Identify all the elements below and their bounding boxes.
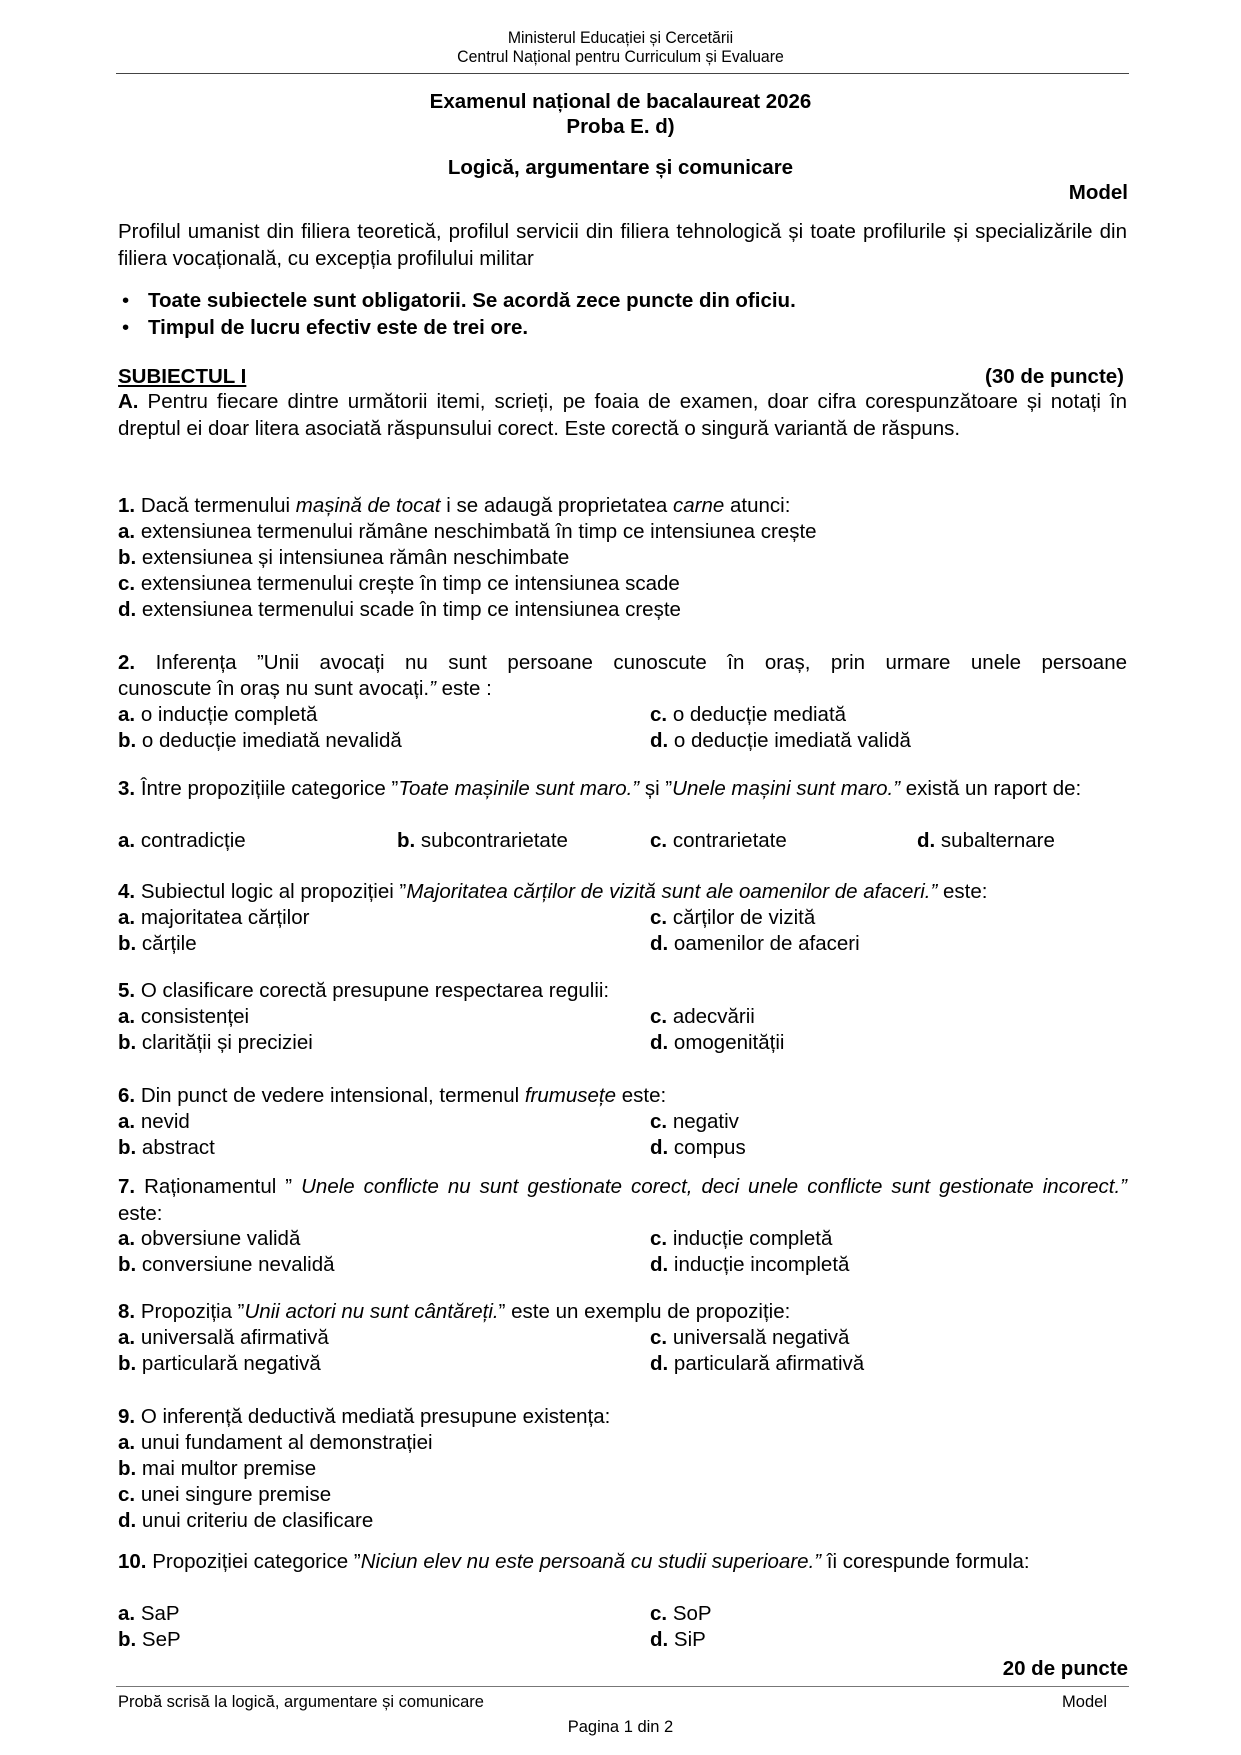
option-text: cărților de vizită xyxy=(672,906,816,929)
question-3 xyxy=(118,776,1127,803)
option-text: nevid xyxy=(140,1110,190,1133)
option-letter: c. xyxy=(118,1483,136,1506)
option-text: SoP xyxy=(672,1602,712,1625)
option xyxy=(650,1601,712,1628)
option xyxy=(118,728,402,755)
option-row xyxy=(118,1135,1127,1162)
option-row xyxy=(118,1601,1127,1628)
option-text: mai multor premise xyxy=(141,1457,317,1480)
option xyxy=(118,1226,300,1253)
question-number: 3. xyxy=(118,777,136,800)
question-italic: Unii actori nu sunt cântăreți. xyxy=(244,1300,499,1323)
question-number: 8. xyxy=(118,1300,136,1323)
option-letter: c. xyxy=(650,703,668,726)
question-number: 5. xyxy=(118,979,136,1002)
question-text: Propoziția ” xyxy=(140,1300,245,1323)
question-1 xyxy=(118,493,1127,520)
option-letter: a. xyxy=(118,1227,136,1250)
question-4 xyxy=(118,879,1127,906)
option xyxy=(650,702,846,729)
part-a-instructions xyxy=(118,389,1127,442)
question-5 xyxy=(118,978,1127,1005)
option-text: subalternare xyxy=(940,829,1055,852)
option-text: clarității și preciziei xyxy=(141,1031,313,1054)
option-letter: a. xyxy=(118,1110,136,1133)
option-text: unui criteriu de clasificare xyxy=(141,1509,374,1532)
option-text: universală afirmativă xyxy=(140,1326,329,1349)
option-text: inducție incompletă xyxy=(673,1253,850,1276)
option-text: extensiunea și intensiunea rămân neschimbate xyxy=(141,546,570,569)
option-letter: b. xyxy=(118,546,137,569)
option xyxy=(650,905,815,932)
option-row xyxy=(118,828,1127,855)
option-text: conversiune nevalidă xyxy=(141,1253,335,1276)
question-text: i se adaugă proprietatea xyxy=(446,494,668,517)
question-text: ” este un exemplu de propoziție: xyxy=(498,1300,791,1323)
option-text: obversiune validă xyxy=(140,1227,301,1250)
question-italic: Majoritatea cărților de vizită sunt ale oamenilor de afaceri.” xyxy=(406,880,938,903)
question-italic: carne xyxy=(673,494,725,517)
option-text: consistenței xyxy=(140,1005,250,1028)
option-letter: d. xyxy=(650,1253,669,1276)
section-points-total: 20 de puncte xyxy=(1002,1657,1128,1680)
option-row xyxy=(118,702,1127,729)
question-9 xyxy=(118,1404,1127,1431)
footer-model: Model xyxy=(1062,1693,1107,1711)
option-row xyxy=(118,1325,1127,1352)
option-letter: c. xyxy=(650,829,668,852)
section-title: SUBIECTUL I xyxy=(118,365,247,388)
option-row xyxy=(118,1627,1127,1654)
question-7 xyxy=(118,1174,1127,1227)
option-text: SaP xyxy=(140,1602,180,1625)
question-text: O inferență deductivă mediată presupune existența: xyxy=(140,1405,611,1428)
option xyxy=(118,1004,249,1031)
option-text: cărțile xyxy=(141,932,197,955)
option xyxy=(118,1508,1127,1535)
question-text: Inferența ”Unii avocați nu sunt persoane cunoscute în oraș, prin urmare unele persoane xyxy=(155,651,1127,674)
ministry-name: Ministerul Educației și Cercetării xyxy=(507,29,734,47)
option-text: extensiunea termenului crește în timp ce intensiunea scade xyxy=(140,572,680,595)
question-2-line2 xyxy=(118,676,1127,703)
option-letter: b. xyxy=(397,829,416,852)
question-6 xyxy=(118,1083,1127,1110)
section-heading xyxy=(118,364,1124,391)
option-letter: c. xyxy=(118,572,136,595)
option-letter: a. xyxy=(118,829,136,852)
question-text: Dacă termenului xyxy=(140,494,291,517)
question-text: atunci: xyxy=(730,494,791,517)
option-text: unei singure premise xyxy=(140,1483,332,1506)
option-letter: b. xyxy=(118,1457,137,1480)
option xyxy=(650,1135,746,1162)
option-text: extensiunea termenului scade în timp ce intensiunea crește xyxy=(141,598,681,621)
question-number: 4. xyxy=(118,880,136,903)
question-text: O clasificare corectă presupune respectarea regulii: xyxy=(140,979,610,1002)
option-text: unui fundament al demonstrației xyxy=(140,1431,433,1454)
option-letter: d. xyxy=(650,1031,669,1054)
option-letter: a. xyxy=(118,703,136,726)
option xyxy=(650,1627,706,1654)
question-text: Între propozițiile categorice ” xyxy=(140,777,399,800)
option-letter: c. xyxy=(650,1227,668,1250)
section-points: (30 de puncte) xyxy=(985,365,1124,388)
option-letter: b. xyxy=(118,729,137,752)
option-letter: d. xyxy=(650,932,669,955)
question-number: 9. xyxy=(118,1405,136,1428)
option-letter: c. xyxy=(650,1005,668,1028)
option-row xyxy=(118,1030,1127,1057)
option-letter: d. xyxy=(917,829,936,852)
option-letter: c. xyxy=(650,1326,668,1349)
footer-divider xyxy=(116,1686,1129,1687)
option xyxy=(118,931,197,958)
option xyxy=(650,1325,849,1352)
question-number: 7. xyxy=(118,1175,136,1198)
option xyxy=(650,1030,784,1057)
option-letter: c. xyxy=(650,1602,668,1625)
option-text: negativ xyxy=(672,1110,739,1133)
option xyxy=(650,728,911,755)
option-text: o deducție imediată nevalidă xyxy=(141,729,402,752)
option-text: omogenității xyxy=(673,1031,785,1054)
option xyxy=(118,597,1127,624)
option xyxy=(118,519,1127,546)
question-number: 6. xyxy=(118,1084,136,1107)
option xyxy=(118,828,246,855)
question-10 xyxy=(118,1549,1127,1576)
option xyxy=(118,1325,329,1352)
option xyxy=(118,702,317,729)
option-letter: d. xyxy=(118,1509,137,1532)
option xyxy=(650,931,860,958)
option-letter: a. xyxy=(118,1005,136,1028)
question-text: Raționamentul ” xyxy=(144,1175,302,1198)
question-italic: mașină de tocat xyxy=(295,494,441,517)
option xyxy=(118,1252,335,1279)
option-row xyxy=(118,905,1127,932)
option-row xyxy=(118,1351,1127,1378)
question-italic: frumusețe xyxy=(524,1084,617,1107)
question-italic: Unele mașini sunt maro.” xyxy=(672,777,901,800)
question-2-line1 xyxy=(118,650,1127,677)
option-text: compus xyxy=(673,1136,746,1159)
option-row xyxy=(118,1252,1127,1279)
option xyxy=(118,1030,313,1057)
option xyxy=(917,828,1055,855)
option-text: particulară afirmativă xyxy=(673,1352,865,1375)
option xyxy=(118,1135,215,1162)
option xyxy=(118,1482,1127,1509)
option-letter: d. xyxy=(650,1628,669,1651)
option-row xyxy=(118,1109,1127,1136)
option-letter: c. xyxy=(650,906,668,929)
option-text: o deducție imediată validă xyxy=(673,729,911,752)
option-letter: b. xyxy=(118,932,137,955)
option-text: contradicție xyxy=(140,829,246,852)
part-a-text: Pentru fiecare dintre următorii itemi, scrieți, pe foaia de examen, doar cifra corespunzătoare și notați în dreptul ei doar litera asociată răspunsului corect. Este corectă o singură variantă de răspuns. xyxy=(118,390,1127,440)
header-divider xyxy=(116,73,1129,74)
option-text: o deducție mediată xyxy=(672,703,847,726)
center-name: Centrul Național pentru Curriculum și Evaluare xyxy=(457,48,784,66)
option xyxy=(650,1004,755,1031)
question-italic: Unele conflicte nu sunt gestionate corect, deci unele conflicte sunt gestionate incorect.” xyxy=(301,1175,1127,1198)
option-row xyxy=(118,1226,1127,1253)
question-number: 10. xyxy=(118,1550,147,1573)
option-letter: b. xyxy=(118,1352,137,1375)
option-text: contrarietate xyxy=(672,829,787,852)
option-letter: d. xyxy=(118,598,137,621)
option-letter: b. xyxy=(118,1136,137,1159)
question-text: Din punct de vedere intensional, termenul xyxy=(140,1084,520,1107)
question-italic: Toate mașinile sunt maro.” xyxy=(398,777,640,800)
option-text: oamenilor de afaceri xyxy=(673,932,860,955)
option xyxy=(118,1456,1127,1483)
option-letter: b. xyxy=(118,1253,137,1276)
question-text: este: xyxy=(621,1084,667,1107)
question-8 xyxy=(118,1299,1127,1326)
option xyxy=(118,1351,321,1378)
option xyxy=(118,1430,1127,1457)
question-text: este : xyxy=(435,677,492,700)
question-italic: ” xyxy=(429,677,436,700)
option-text: abstract xyxy=(141,1136,215,1159)
question-text: Propoziției categorice ” xyxy=(152,1550,361,1573)
option-text: extensiunea termenului rămâne neschimbată în timp ce intensiunea crește xyxy=(140,520,817,543)
option-letter: a. xyxy=(118,1326,136,1349)
option xyxy=(397,828,568,855)
option-text: particulară negativă xyxy=(141,1352,321,1375)
subject-title: Logică, argumentare și comunicare xyxy=(447,156,794,179)
option-text: adecvării xyxy=(672,1005,755,1028)
footer-title: Probă scrisă la logică, argumentare și comunicare xyxy=(118,1693,484,1711)
option-letter: a. xyxy=(118,520,136,543)
exam-title: Examenul național de bacalaureat 2026 xyxy=(429,90,812,113)
question-number: 1. xyxy=(118,494,136,517)
option-text: subcontrarietate xyxy=(420,829,568,852)
option-text: SiP xyxy=(673,1628,706,1651)
option xyxy=(650,1109,739,1136)
option-row xyxy=(118,728,1127,755)
question-text: există un raport de: xyxy=(900,777,1082,800)
question-number: 2. xyxy=(118,651,136,674)
option xyxy=(118,905,309,932)
option-text: SeP xyxy=(141,1628,181,1651)
page-number: Pagina 1 din 2 xyxy=(567,1718,674,1736)
option-row xyxy=(118,1004,1127,1031)
option xyxy=(650,1226,832,1253)
question-text: este: xyxy=(937,880,988,903)
instruction-item: • Toate subiectele sunt obligatorii. Se acordă zece puncte din oficiu. xyxy=(122,289,796,312)
option-text: majoritatea cărților xyxy=(140,906,310,929)
question-text: cunoscute în oraș nu sunt avocați. xyxy=(118,677,430,700)
option xyxy=(650,1252,849,1279)
option-letter: d. xyxy=(650,1352,669,1375)
option-row xyxy=(118,931,1127,958)
instructions-list xyxy=(118,288,796,341)
option-letter: a. xyxy=(118,1431,136,1454)
question-italic: Niciun elev nu este persoană cu studii superioare.” xyxy=(360,1550,822,1573)
question-text: îi corespunde formula: xyxy=(821,1550,1030,1573)
instruction-item: • Timpul de lucru efectiv este de trei ore. xyxy=(122,315,529,339)
option xyxy=(118,1627,181,1654)
question-text: este: xyxy=(118,1201,163,1225)
option-text: o inducție completă xyxy=(140,703,318,726)
option xyxy=(650,1351,864,1378)
option-letter: d. xyxy=(650,1136,669,1159)
option xyxy=(118,1601,180,1628)
option xyxy=(118,1109,190,1136)
option xyxy=(118,571,1127,598)
part-a-label: A. xyxy=(118,390,139,413)
option-text: inducție completă xyxy=(672,1227,833,1250)
model-label: Model xyxy=(1068,181,1128,204)
option xyxy=(650,828,787,855)
option-letter: b. xyxy=(118,1628,137,1651)
option xyxy=(118,545,1127,572)
option-letter: b. xyxy=(118,1031,137,1054)
question-text: și ” xyxy=(639,777,673,800)
option-letter: a. xyxy=(118,1602,136,1625)
question-text: Subiectul logic al propoziției ” xyxy=(140,880,407,903)
option-letter: c. xyxy=(650,1110,668,1133)
option-text: universală negativă xyxy=(672,1326,850,1349)
proba-title: Proba E. d) xyxy=(566,115,675,138)
profile-text: Profilul umanist din filiera teoretică, profilul servicii din filiera tehnologică și toate profilurile și specializările din filiera vocațională, cu excepția profilului militar xyxy=(118,220,1127,270)
option-letter: a. xyxy=(118,906,136,929)
option-letter: d. xyxy=(650,729,669,752)
